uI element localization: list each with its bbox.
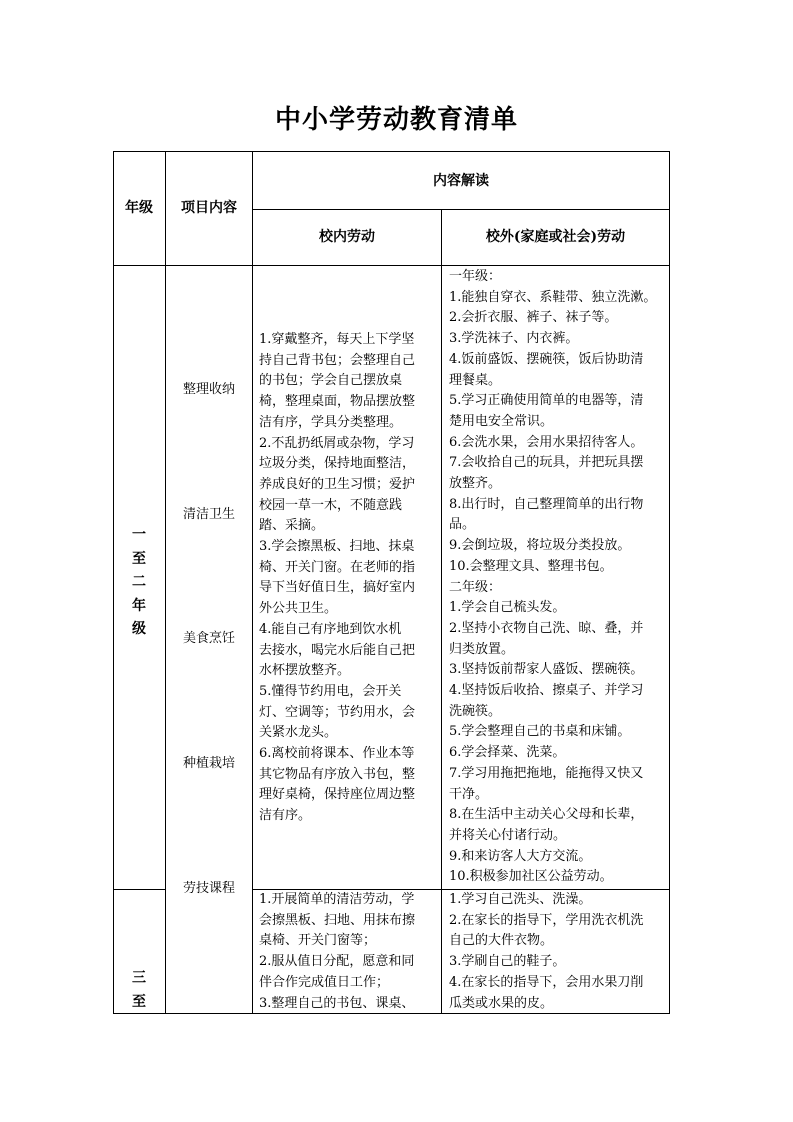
project-item: 种植栽培 <box>182 756 235 771</box>
project-item: 整理收纳 <box>182 382 235 397</box>
header-out-school: 校外(家庭或社会)劳动 <box>485 229 626 245</box>
project-item: 美食烹饪 <box>182 631 235 646</box>
in-school-text: 1.开展简单的清洁劳动，学 会擦黑板、扫地、用抹布擦 桌椅、开关门窗等； 2.服从值日分配，愿意和同 伴合作完成值日工作； 3.整理自己的书包、课桌、 <box>259 892 416 1011</box>
header-grade: 年级 <box>125 200 153 216</box>
grade-label-1-2: 一 至 二 年 级 <box>132 527 146 637</box>
out-school-text: 一年级： 1.能独自穿衣、系鞋带、独立洗漱。 2.会折衣服、裤子、袜子等。 3.学洗袜子、内衣裤。 4.饭前盛饭、摆碗筷，饭后协助清 理餐桌。 5.学习正确使用简单的电器等，清 楚用电安全常识。 6.会洗水果，会用水果招待客人。 7.会收拾自己的玩具，并把玩具摆 放整齐。 8.出行时，自己整理简单的出行物 品。 9.会倒垃圾，将垃圾分类投放。 10.会整理文具、整理书包。 二年级： 1.学会自己梳头发。 2.坚持小衣物自己洗、晾、叠，并 归类放置。 3.坚持饭前帮家人盛饭、摆碗筷。 4.坚持饭后收拾、擦桌子、并学习 洗碗筷。 5.学会整理自己的书桌和床铺。 6.学会择菜、洗菜。 7.学习用拖把拖地，能拖得又快又 干净。 8.在生活中主动关心父母和长辈， 并将关心付诸行动。 9.和来访客人大方交流。 10.积极参加社区公益劳动。 <box>449 269 657 885</box>
project-item: 劳技课程 <box>182 881 235 896</box>
header-content-interpretation: 内容解读 <box>433 173 489 189</box>
grade-label-3-plus: 三 至 <box>132 970 146 1010</box>
out-school-text: 1.学习自己洗头、洗澡。 2.在家长的指导下，学用洗衣机洗 自己的大件衣物。 3.学刷自己的鞋子。 4.在家长的指导下，会用水果刀削 瓜类或水果的皮。 <box>449 892 644 1011</box>
header-in-school: 校内劳动 <box>319 229 375 245</box>
in-school-text: 1.穿戴整齐，每天上下学坚 持自己背书包；会整理自己 的书包；学会自己摆放桌 椅，整理桌面，物品摆放整 洁有序，学具分类整理。 2.不乱扔纸屑或杂物，学习 垃圾分类，保持地面整洁， 养成良好的卫生习惯；爱护 校园一草一木，不随意践 踏、采摘。 3.学会擦黑板、扫地、抹桌 椅、开关门窗。在老师的指 导下当好值日生，搞好室内 外公共卫生。 4.能自己有序地到饮水机 去接水，喝完水后能自己把 水杯摆放整齐。 5.懂得节约用电，会开关 灯、空调等；节约用水，会 关紧水龙头。 6.离校前将课本、作业本等 其它物品有序放入书包，整 理好桌椅，保持座位周边整 洁有序。 <box>259 332 416 824</box>
project-item: 清洁卫生 <box>182 507 235 522</box>
header-project: 项目内容 <box>181 200 237 216</box>
page-title: 中小学劳动教育清单 <box>274 105 518 135</box>
